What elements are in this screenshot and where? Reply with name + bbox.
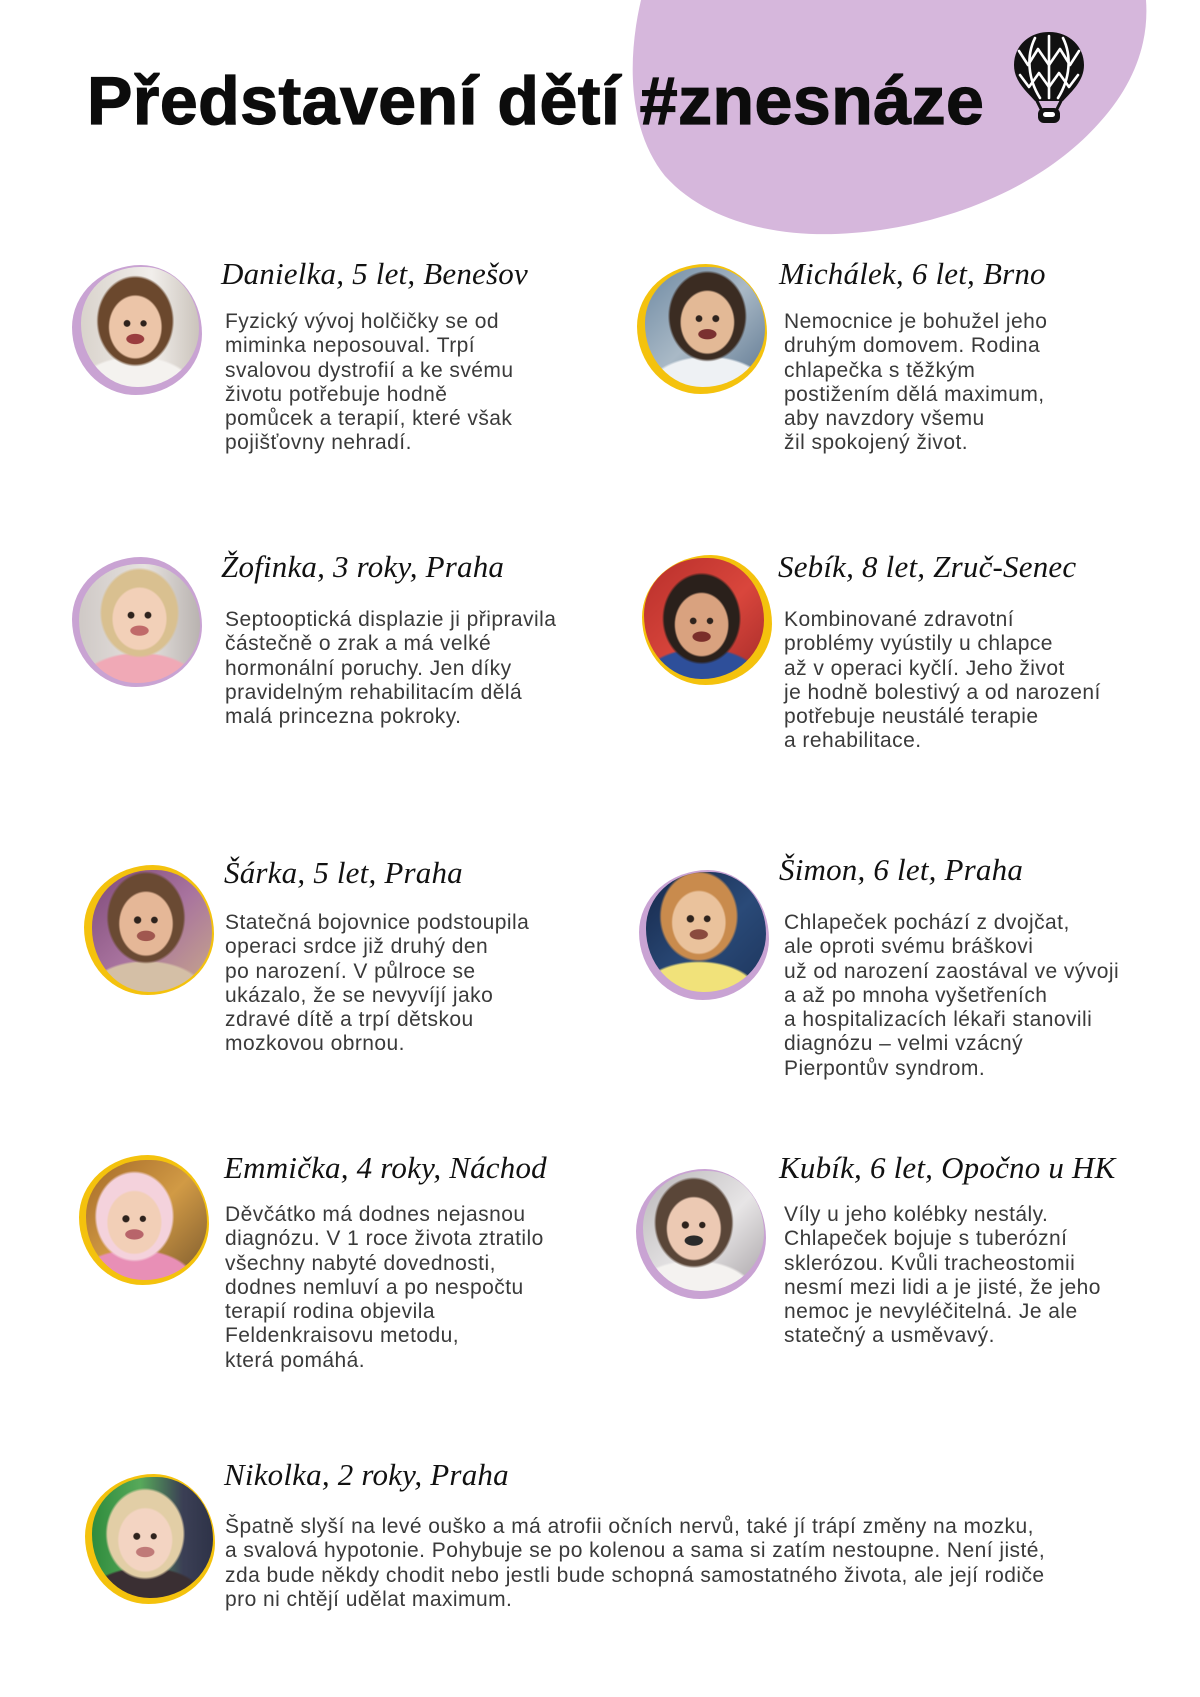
child-photo-container: [636, 1169, 766, 1299]
child-photo-container: [639, 870, 769, 1000]
child-photo-container: [85, 1474, 215, 1604]
child-photo: [86, 1160, 207, 1280]
child-description: Děvčátko má dodnes nejasnou diagnózu. V 1 roce života ztratilo všechny nabyté dovednosti, dodnes nemluví a po nespočtu terapií rodina objevila Feldenkraisovu metodu, která pomáhá.: [225, 1203, 544, 1372]
child-name: Sebík, 8 let, Zruč-Senec: [778, 549, 1077, 584]
child-description: Statečná bojovnice podstoupila operaci srdce již druhý den po narození. V půlroce se ukázalo, že se nevyvíjí jako zdravé dítě a trpí dětskou mozkovou obrnou.: [225, 911, 530, 1056]
child-description: Nemocnice je bohužel jeho druhým domovem. Rodina chlapečka s těžkým postižením dělá maximum, aby navzdory všemu žil spokojený život.: [784, 310, 1048, 455]
child-photo-container: [72, 265, 202, 395]
child-photo-container: [72, 557, 202, 687]
child-photo: [81, 267, 199, 387]
child-name: Žofinka, 3 roky, Praha: [221, 549, 505, 584]
child-description: Fyzický vývoj holčičky se od miminka neposouval. Trpí svalovou dystrofií a ke svému životu potřebuje hodně pomůcek a terapií, které však pojišťovny nehradí.: [225, 310, 514, 455]
child-photo: [79, 564, 200, 683]
child-description: Špatně slyší na levé ouško a má atrofii očních nervů, také jí trápí změny na mozku, a svalová hypotonie. Pohybuje se po kolenou a sama si zatím nestoupne. Není jisté, zda bude někdy chodit nebo jestli bude schopná samostatného života, ale její rodiče pro ni chtějí udělat maximum.: [225, 1515, 1046, 1611]
child-name: Šimon, 6 let, Praha: [779, 852, 1024, 887]
child-name: Michálek, 6 let, Brno: [779, 256, 1046, 291]
child-name: Šárka, 5 let, Praha: [224, 855, 463, 890]
child-photo: [92, 1477, 213, 1598]
child-photo: [645, 267, 765, 387]
child-photo-container: [642, 555, 772, 685]
child-description: Septooptická displazie ji připravila částečně o zrak a má velké hormonální poruchy. Jen díky pravidelným rehabilitacím dělá malá princezna pokroky.: [225, 608, 557, 729]
child-photo: [644, 558, 764, 679]
child-photo-container: [84, 865, 214, 995]
child-name: Kubík, 6 let, Opočno u HK: [779, 1150, 1116, 1185]
child-photo: [643, 1171, 764, 1291]
child-name: Emmička, 4 roky, Náchod: [224, 1150, 547, 1185]
child-photo: [92, 870, 212, 992]
child-name: Nikolka, 2 roky, Praha: [224, 1457, 509, 1492]
child-photo-container: [79, 1155, 209, 1285]
child-description: Víly u jeho kolébky nestály. Chlapeček bojuje s tuberózní sklerózou. Kvůli tracheostomii nesmí mezi lidi a je jisté, že jeho nemoc je nevyléčitelná. Je ale statečný a usměvavý.: [784, 1203, 1101, 1348]
child-photo: [646, 872, 766, 992]
child-photo-container: [637, 264, 767, 394]
child-description: Chlapeček pochází z dvojčat, ale oproti svému bráškovi už od narození zaostával ve vývoji a až po mnoha vyšetřeních a hospitalizacích lékaři stanovili diagnózu – velmi vzácný Pierpontův syndrom.: [784, 911, 1120, 1080]
page-title: Představení dětí #znesnáze: [87, 63, 985, 139]
hot-air-balloon-icon: [1011, 29, 1087, 125]
child-description: Kombinované zdravotní problémy vyústily u chlapce až v operaci kyčlí. Jeho život je hodně bolestivý a od narození potřebuje neustálé terapie a rehabilitace.: [784, 608, 1101, 753]
child-name: Danielka, 5 let, Benešov: [221, 256, 528, 291]
